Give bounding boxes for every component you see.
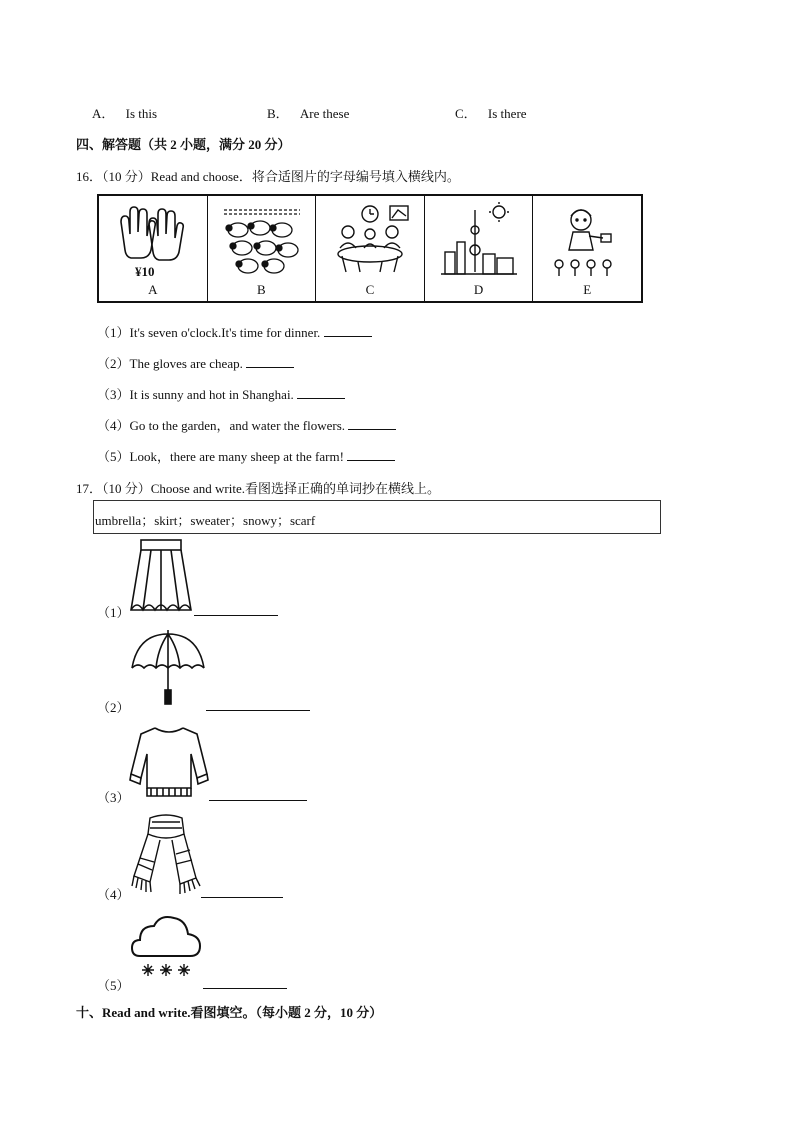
shanghai-skyline-icon — [437, 202, 521, 280]
picture-table — [97, 194, 643, 303]
snowy-cloud-icon — [130, 910, 202, 986]
q16-item-5 — [97, 446, 395, 465]
q17-item-number: （1） — [97, 605, 130, 620]
item-number: （2） — [97, 356, 130, 371]
q17-item-number: （2） — [97, 700, 130, 715]
option-text: Is there — [487, 106, 527, 121]
option-b — [267, 103, 349, 122]
item-text: The gloves are cheap. — [129, 356, 247, 371]
question-16-header: 16．（10 分）Read and choose．将合适图片的字母编号填入横线内。 — [76, 169, 460, 184]
item-text: Look，there are many sheep at the farm! — [129, 449, 348, 464]
word-bank: umbrella；skirt；sweater；snowy；scarf — [93, 500, 661, 534]
picture-label: A — [148, 282, 158, 297]
q16-item-1 — [97, 322, 372, 341]
q17-item-number: （3） — [97, 790, 130, 805]
q17-item-number: （5） — [97, 978, 130, 993]
picture-cell-e — [533, 196, 641, 301]
option-c — [455, 103, 527, 122]
option-text: Are these — [299, 106, 350, 121]
answer-blank[interactable] — [324, 324, 372, 337]
picture-label: B — [257, 282, 266, 297]
girl-watering-flowers-icon — [545, 202, 629, 280]
item-number: （1） — [97, 325, 130, 340]
picture-label: E — [583, 282, 592, 297]
item-number: （3） — [97, 387, 130, 402]
answer-blank[interactable] — [206, 698, 310, 711]
picture-cell-c — [316, 196, 425, 301]
price-label: ¥10 — [135, 264, 155, 279]
answer-blank[interactable] — [194, 603, 278, 616]
answer-blank[interactable] — [246, 355, 294, 368]
q16-item-2 — [97, 353, 294, 372]
section-title: 十、Read and write.看图填空。（每小题 2 分，10 分） — [76, 1005, 383, 1020]
option-a — [92, 103, 157, 122]
answer-blank[interactable] — [203, 976, 287, 989]
item-text: Go to the garden，and water the flowers. — [129, 418, 349, 433]
answer-blank[interactable] — [347, 448, 395, 461]
item-number: （5） — [97, 449, 130, 464]
picture-label: C — [365, 282, 375, 297]
picture-cell-b — [208, 196, 317, 301]
option-letter: B． — [267, 106, 289, 121]
q17-item-number: （4） — [97, 887, 130, 902]
skirt-icon — [127, 538, 195, 614]
picture-cell-d — [425, 196, 534, 301]
family-dinner-icon — [328, 202, 412, 280]
answer-blank[interactable] — [348, 417, 396, 430]
picture-label: D — [473, 282, 484, 297]
item-text: It's seven o'clock.It's time for dinner. — [129, 325, 324, 340]
option-letter: C． — [455, 106, 477, 121]
item-number: （4） — [97, 418, 130, 433]
q16-item-4 — [97, 415, 396, 434]
section-title: 四、解答题（共 2 小题，满分 20 分） — [76, 137, 291, 152]
answer-blank[interactable] — [201, 885, 283, 898]
picture-cell-a — [99, 196, 208, 301]
scarf-icon — [130, 814, 202, 896]
option-text: Is this — [125, 106, 158, 121]
option-letter: A． — [92, 106, 115, 121]
question-17-header: 17．（10 分）Choose and write.看图选择正确的单词抄在横线上。 — [76, 481, 440, 496]
sweater-icon — [127, 724, 211, 800]
q16-item-3 — [97, 384, 345, 403]
umbrella-icon — [128, 628, 208, 708]
sheep-icon — [220, 202, 304, 280]
item-text: It is sunny and hot in Shanghai. — [129, 387, 298, 402]
answer-blank[interactable] — [297, 386, 345, 399]
answer-blank[interactable] — [209, 788, 307, 801]
